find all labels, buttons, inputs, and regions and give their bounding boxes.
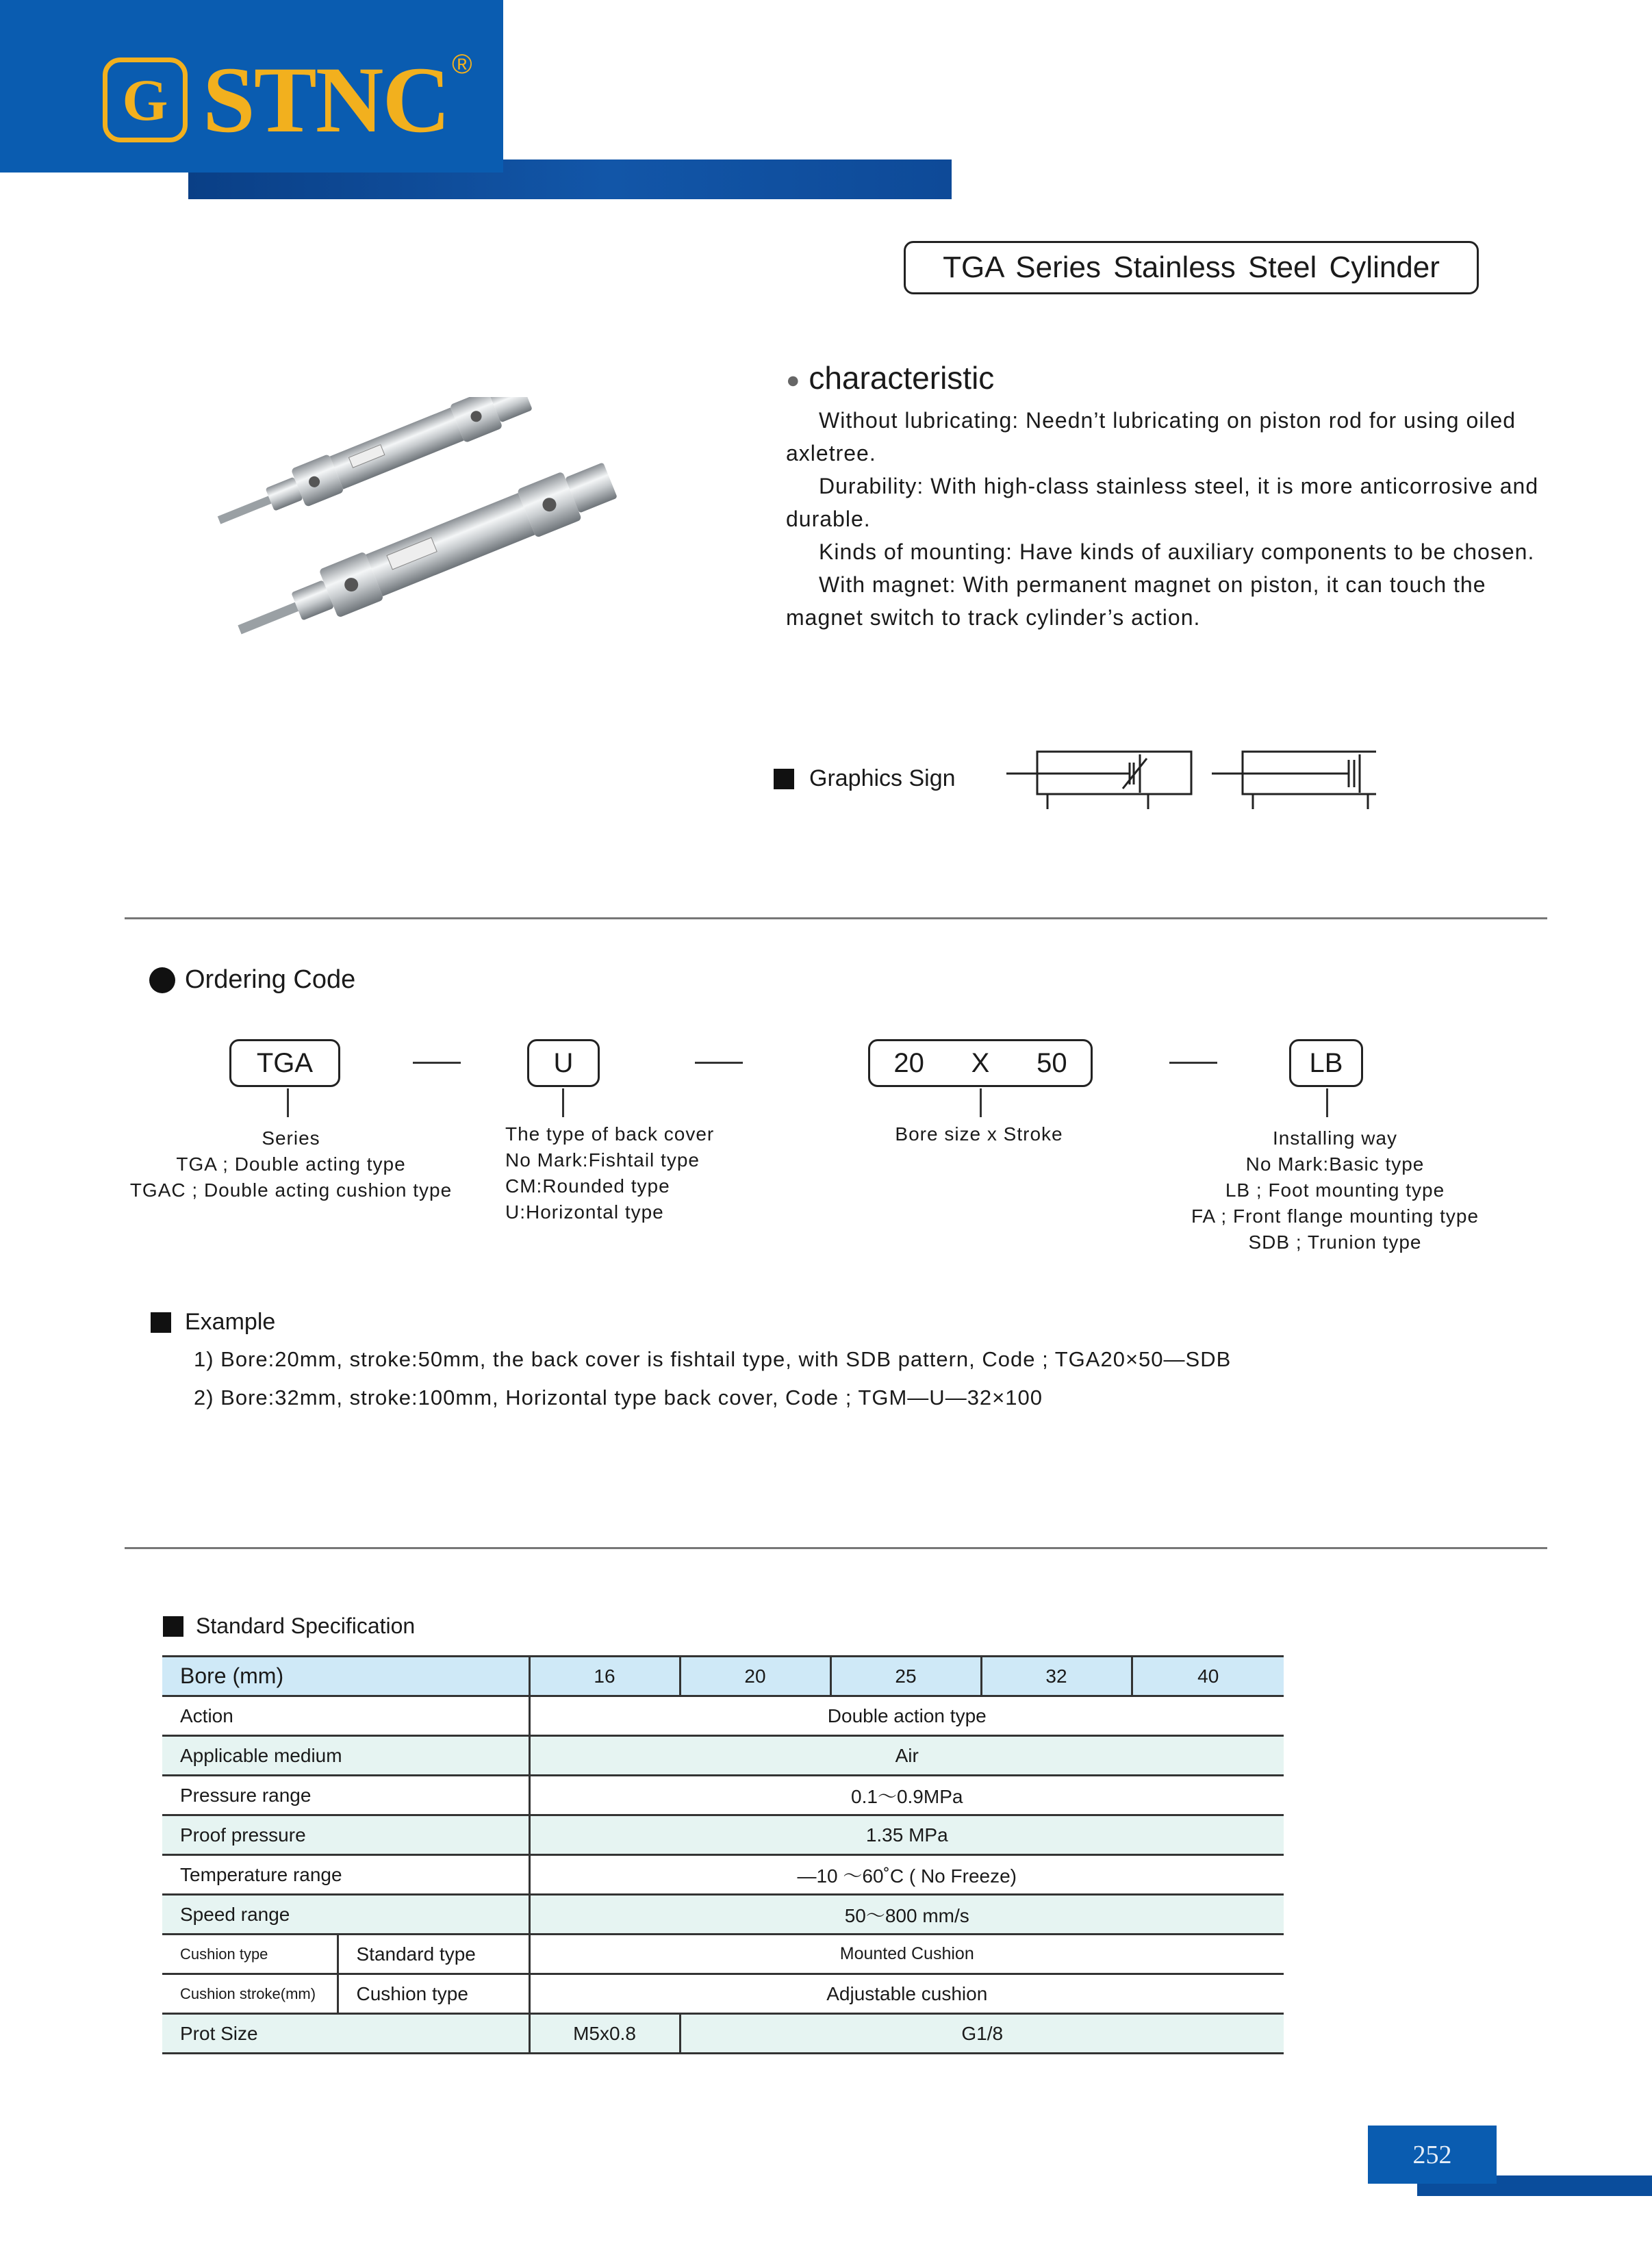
brand-name: STNC bbox=[203, 47, 450, 152]
table-row bbox=[162, 1974, 1284, 2014]
row-sublabel: Cushion type bbox=[338, 1974, 529, 2014]
code-separator bbox=[413, 1062, 461, 1064]
characteristic-heading bbox=[786, 359, 994, 396]
row-value: G1/8 bbox=[680, 2014, 1284, 2054]
characteristic-paragraph: Durability: With high-class stainless steel, it is more anticorrosive and durable. bbox=[786, 474, 1539, 531]
row-value: 1.35 MPa bbox=[529, 1815, 1284, 1855]
code-x: X bbox=[971, 1047, 990, 1078]
back-cover-title: The type of back cover bbox=[505, 1123, 715, 1145]
divider bbox=[125, 1547, 1547, 1549]
circle-bullet-icon bbox=[149, 967, 175, 993]
code-bore: 20 bbox=[893, 1047, 924, 1078]
row-sublabel: Standard type bbox=[338, 1935, 529, 1974]
row-label: Speed range bbox=[162, 1895, 529, 1935]
bore-title: Bore size x Stroke bbox=[895, 1123, 1063, 1145]
brand-logo bbox=[103, 47, 472, 152]
square-bullet-icon bbox=[163, 1616, 183, 1637]
table-row bbox=[162, 1696, 1284, 1736]
bore-value: 40 bbox=[1132, 1657, 1284, 1696]
cylinder-symbol-adjustable-icon bbox=[1006, 752, 1191, 809]
table-row bbox=[162, 1815, 1284, 1855]
row-label: Applicable medium bbox=[162, 1736, 529, 1776]
back-cover-line: No Mark:Fishtail type bbox=[505, 1149, 700, 1171]
graphics-sign-heading bbox=[774, 765, 956, 792]
code-connector bbox=[562, 1088, 564, 1117]
example-line: 2) Bore:32mm, stroke:100mm, Horizontal type back cover, Code ; TGM—U—32×100 bbox=[194, 1386, 1043, 1409]
divider bbox=[125, 917, 1547, 919]
spec-heading bbox=[163, 1613, 415, 1639]
row-value: Air bbox=[529, 1736, 1284, 1776]
code-connector bbox=[980, 1088, 982, 1117]
table-row bbox=[162, 1935, 1284, 1974]
back-cover-line: U:Horizontal type bbox=[505, 1201, 664, 1223]
install-line: No Mark:Basic type bbox=[1245, 1153, 1425, 1175]
row-label: Temperature range bbox=[162, 1855, 529, 1895]
example-heading-text: Example bbox=[185, 1309, 276, 1335]
spec-heading-text: Standard Specification bbox=[196, 1613, 416, 1638]
code-box-back-cover: U bbox=[527, 1039, 600, 1087]
bore-value: 16 bbox=[529, 1657, 680, 1696]
table-row bbox=[162, 2014, 1284, 2054]
example-heading bbox=[151, 1309, 275, 1336]
characteristic-heading-text: characteristic bbox=[809, 360, 995, 396]
spec-table bbox=[162, 1655, 1284, 2054]
characteristic-paragraph: Kinds of mounting: Have kinds of auxiliary components to be chosen. bbox=[819, 539, 1535, 564]
code-stroke: 50 bbox=[1037, 1047, 1067, 1078]
graphics-sign-label: Graphics Sign bbox=[809, 765, 956, 791]
table-row bbox=[162, 1855, 1284, 1895]
row-value: Double action type bbox=[529, 1696, 1284, 1736]
row-value: 50～800 mm/s bbox=[529, 1895, 1284, 1935]
table-row bbox=[162, 1776, 1284, 1815]
code-box-series: TGA bbox=[229, 1039, 340, 1087]
page-title: TGA Series Stainless Steel Cylinder bbox=[904, 241, 1479, 294]
table-header-row bbox=[162, 1657, 1284, 1696]
code-box-install: LB bbox=[1289, 1039, 1363, 1087]
install-description bbox=[1164, 1125, 1506, 1255]
row-label: Cushion type bbox=[162, 1935, 338, 1974]
row-label: Pressure range bbox=[162, 1776, 529, 1815]
series-line: TGAC ; Double acting cushion type bbox=[129, 1179, 453, 1201]
row-label: Prot Size bbox=[162, 2014, 529, 2054]
bullet-icon: ● bbox=[786, 367, 800, 394]
install-line: LB ; Foot mounting type bbox=[1225, 1179, 1445, 1201]
cylinder-symbol-standard-icon bbox=[1212, 752, 1376, 809]
ordering-heading-text: Ordering Code bbox=[185, 965, 356, 994]
ordering-code-heading bbox=[149, 965, 355, 995]
row-label: Proof pressure bbox=[162, 1815, 529, 1855]
row-value: Adjustable cushion bbox=[529, 1974, 1284, 2014]
row-value: —10 ～60˚C ( No Freeze) bbox=[529, 1855, 1284, 1895]
row-label: Action bbox=[162, 1696, 529, 1736]
install-line: FA ; Front flange mounting type bbox=[1191, 1205, 1479, 1227]
code-box-bore-stroke bbox=[868, 1039, 1093, 1087]
table-row bbox=[162, 1895, 1284, 1935]
square-bullet-icon bbox=[774, 769, 794, 789]
bore-label: Bore (mm) bbox=[162, 1657, 529, 1696]
bore-value: 20 bbox=[680, 1657, 830, 1696]
install-title: Installing way bbox=[1272, 1127, 1398, 1149]
install-line: SDB ; Trunion type bbox=[1248, 1231, 1422, 1253]
logo-g-icon: G bbox=[103, 58, 188, 142]
series-title: Series bbox=[262, 1127, 320, 1149]
series-description bbox=[116, 1125, 466, 1203]
back-cover-line: CM:Rounded type bbox=[505, 1175, 670, 1197]
characteristic-text bbox=[786, 404, 1553, 634]
table-row bbox=[162, 1736, 1284, 1776]
cylinder-symbol-icons bbox=[1006, 746, 1376, 815]
row-value: M5x0.8 bbox=[529, 2014, 680, 2054]
page-number: 252 bbox=[1368, 2126, 1497, 2184]
cylinder-product-image bbox=[199, 397, 664, 685]
code-separator bbox=[1169, 1062, 1217, 1064]
registered-mark: ® bbox=[452, 49, 472, 79]
square-bullet-icon bbox=[151, 1312, 171, 1333]
characteristic-paragraph: Without lubricating: Needn’t lubricating on piston rod for using oiled axletree. bbox=[786, 408, 1516, 465]
back-cover-description bbox=[505, 1121, 779, 1225]
row-value: Mounted Cushion bbox=[529, 1935, 1284, 1974]
example-line: 1) Bore:20mm, stroke:50mm, the back cover is fishtail type, with SDB pattern, Code ; TGA20×50—SDB bbox=[194, 1347, 1232, 1371]
code-separator bbox=[695, 1062, 743, 1064]
code-connector bbox=[1326, 1088, 1328, 1117]
bore-value: 25 bbox=[830, 1657, 981, 1696]
characteristic-paragraph: With magnet: With permanent magnet on piston, it can touch the magnet switch to track cylinder’s action. bbox=[786, 572, 1486, 630]
row-value: 0.1～0.9MPa bbox=[529, 1776, 1284, 1815]
code-connector bbox=[287, 1088, 289, 1117]
row-label: Cushion stroke(mm) bbox=[162, 1974, 338, 2014]
bore-value: 32 bbox=[981, 1657, 1132, 1696]
series-line: TGA ; Double acting type bbox=[176, 1153, 406, 1175]
bore-description bbox=[856, 1121, 1102, 1147]
